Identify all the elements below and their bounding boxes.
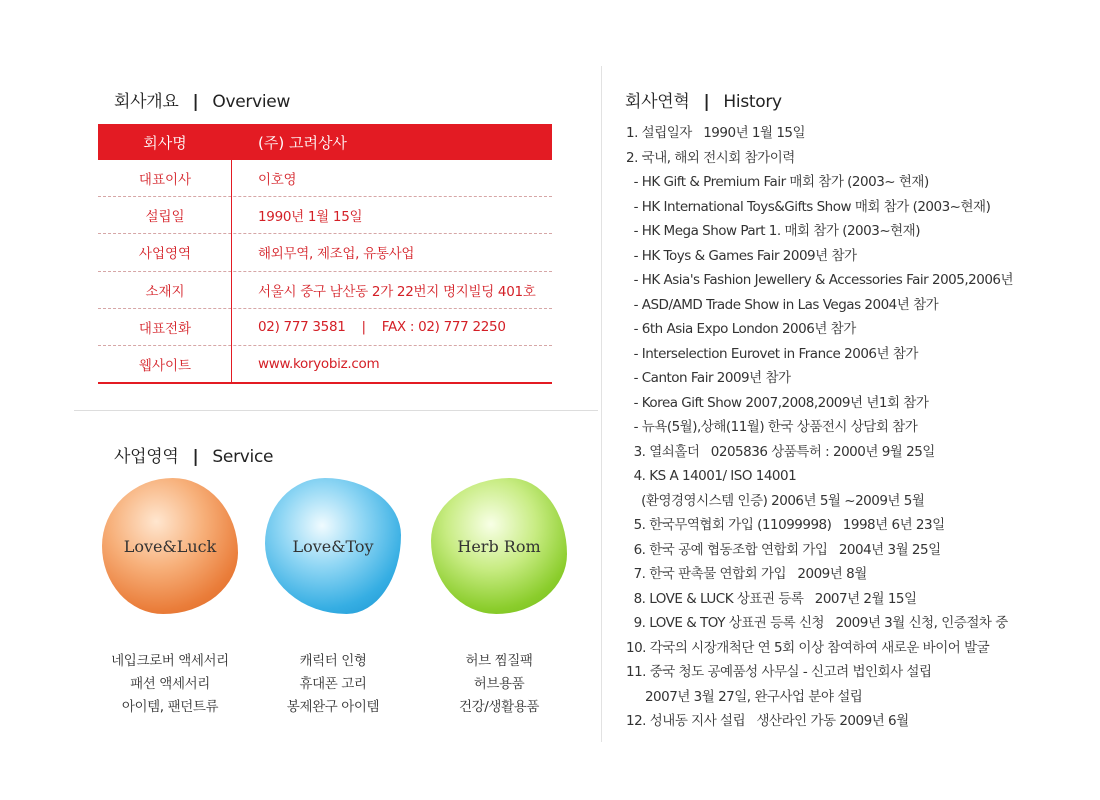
love-toy-logo [265, 478, 401, 614]
row-label: 소재지 [145, 283, 185, 300]
service-love-toy [248, 478, 418, 719]
history-heading-ko: 회사연혁 [625, 92, 690, 112]
service-line: 네입크로버 액세서리 [111, 653, 229, 669]
history-heading [625, 87, 782, 112]
history-item: 2. 국내, 해외 전시회 참가이력 [626, 149, 795, 166]
history-item: - HK Toys & Games Fair 2009년 참가 [626, 247, 857, 264]
table-row-address [98, 272, 552, 309]
love-toy-description [248, 650, 418, 719]
history-item: - Korea Gift Show 2007,2008,2009년 년1회 참가 [626, 394, 929, 411]
history-item: - 6th Asia Expo London 2006년 참가 [626, 321, 856, 337]
service-line: 봉제완구 아이템 [286, 699, 380, 715]
service-line: 휴대폰 고리 [299, 676, 367, 692]
overview-table-header [98, 124, 552, 160]
service-line: 허브 찜질팩 [465, 653, 533, 669]
herb-rom-logo [431, 478, 567, 614]
overview-heading-ko: 회사개요 [114, 92, 179, 112]
row-label: 대표전화 [138, 320, 192, 337]
history-item: 8. LOVE & LUCK 상표권 등록 2007년 2월 15일 [626, 590, 917, 607]
table-row-ceo [98, 160, 552, 197]
service-line: 아이템, 팬던트류 [121, 699, 219, 715]
history-item: - HK Gift & Premium Fair 매회 참가 (2003~ 현재) [626, 174, 929, 190]
history-item: 11. 중국 청도 공예품성 사무실 - 신고려 법인회사 설립 [626, 664, 932, 680]
service-heading-en: Service [212, 447, 274, 467]
overview-heading [114, 87, 290, 112]
service-line: 건강/생활용품 [459, 699, 539, 715]
heading-separator: | [192, 447, 199, 467]
table-row-phone [98, 309, 552, 346]
overview-table [98, 124, 552, 384]
history-item: 10. 각국의 시장개척단 연 5회 이상 참여하여 새로운 바이어 발굴 [626, 639, 990, 656]
history-item: - Canton Fair 2009년 참가 [626, 370, 791, 386]
table-row-business [98, 234, 552, 271]
row-value: 이호영 [258, 172, 297, 189]
history-item: 5. 한국무역협회 가입 (11099998) 1998년 6년 23일 [626, 517, 945, 533]
history-item: 7. 한국 판촉물 연합회 가입 2009년 8월 [626, 566, 867, 582]
herb-rom-logo-text: Herb Rom [457, 536, 541, 556]
row-value: 해외무역, 제조업, 유통사업 [258, 246, 415, 263]
row-value: 02) 777 3581 | FAX : 02) 777 2250 [258, 318, 506, 335]
history-item: - HK Asia's Fashion Jewellery & Accessories Fair 2005,2006년 [626, 272, 1014, 288]
history-item: 2007년 3월 27일, 완구사업 분야 설립 [626, 688, 863, 705]
heading-separator: | [192, 92, 199, 112]
table-column-divider [231, 160, 232, 382]
service-love-luck [85, 478, 255, 719]
love-luck-logo [102, 478, 238, 614]
love-luck-description [85, 650, 255, 719]
history-item: (환영경영시스템 인증) 2006년 5월 ~2009년 5월 [626, 492, 925, 509]
row-label: 웹사이트 [138, 358, 192, 375]
table-row-website [98, 346, 552, 382]
history-item: 4. KS A 14001/ ISO 14001 [626, 468, 797, 484]
history-item: 6. 한국 공예 협동조합 연합회 가입 2004년 3월 25일 [626, 541, 941, 558]
history-item: 12. 성내동 지사 설립 생산라인 가동 2009년 6월 [626, 713, 909, 729]
row-label: 설립일 [145, 209, 185, 226]
column-divider [601, 66, 602, 742]
heading-separator: | [703, 92, 710, 112]
table-row-founded [98, 197, 552, 234]
love-luck-logo-text: Love&Luck [123, 536, 217, 556]
history-item: 9. LOVE & TOY 상표권 등록 신청 2009년 3월 신청, 인증절차 중 [626, 615, 1008, 631]
love-toy-logo-text: Love&Toy [292, 536, 374, 556]
history-list [626, 121, 1013, 734]
overview-table-body [98, 160, 552, 384]
history-item: - HK International Toys&Gifts Show 매회 참가 (2003~현재) [626, 198, 991, 215]
row-value: 1990년 1월 15일 [258, 209, 363, 226]
company-name-label: 회사명 [143, 133, 187, 152]
overview-heading-en: Overview [212, 92, 291, 112]
service-line: 허브용품 [473, 676, 525, 692]
company-name-value: (주) 고려상사 [258, 133, 347, 152]
service-herb-rom [414, 478, 584, 719]
row-label: 사업영역 [138, 246, 192, 263]
history-item: - ASD/AMD Trade Show in Las Vegas 2004년 참가 [626, 296, 939, 313]
history-item: 3. 열쇠홀더 0205836 상품특허 : 2000년 9월 25일 [626, 443, 935, 460]
row-value: 서울시 중구 남산동 2가 22번지 명지빌딩 401호 [258, 283, 536, 300]
history-item: - 뉴욕(5월),상해(11월) 한국 상품전시 상담회 참가 [626, 419, 918, 435]
section-divider [74, 410, 598, 411]
history-item: - HK Mega Show Part 1. 매회 참가 (2003~현재) [626, 223, 920, 239]
herb-rom-description [414, 650, 584, 719]
history-heading-en: History [723, 92, 782, 112]
service-line: 캐릭터 인형 [299, 653, 367, 669]
history-item: - Interselection Eurovet in France 2006년 참가 [626, 345, 918, 362]
history-item: 1. 설립일자 1990년 1월 15일 [626, 125, 806, 141]
website-link[interactable]: www.koryobiz.com [258, 356, 380, 373]
service-heading-ko: 사업영역 [114, 447, 179, 467]
row-label: 대표이사 [138, 172, 192, 189]
service-line: 패션 액세서리 [130, 676, 210, 692]
service-heading [114, 442, 273, 467]
